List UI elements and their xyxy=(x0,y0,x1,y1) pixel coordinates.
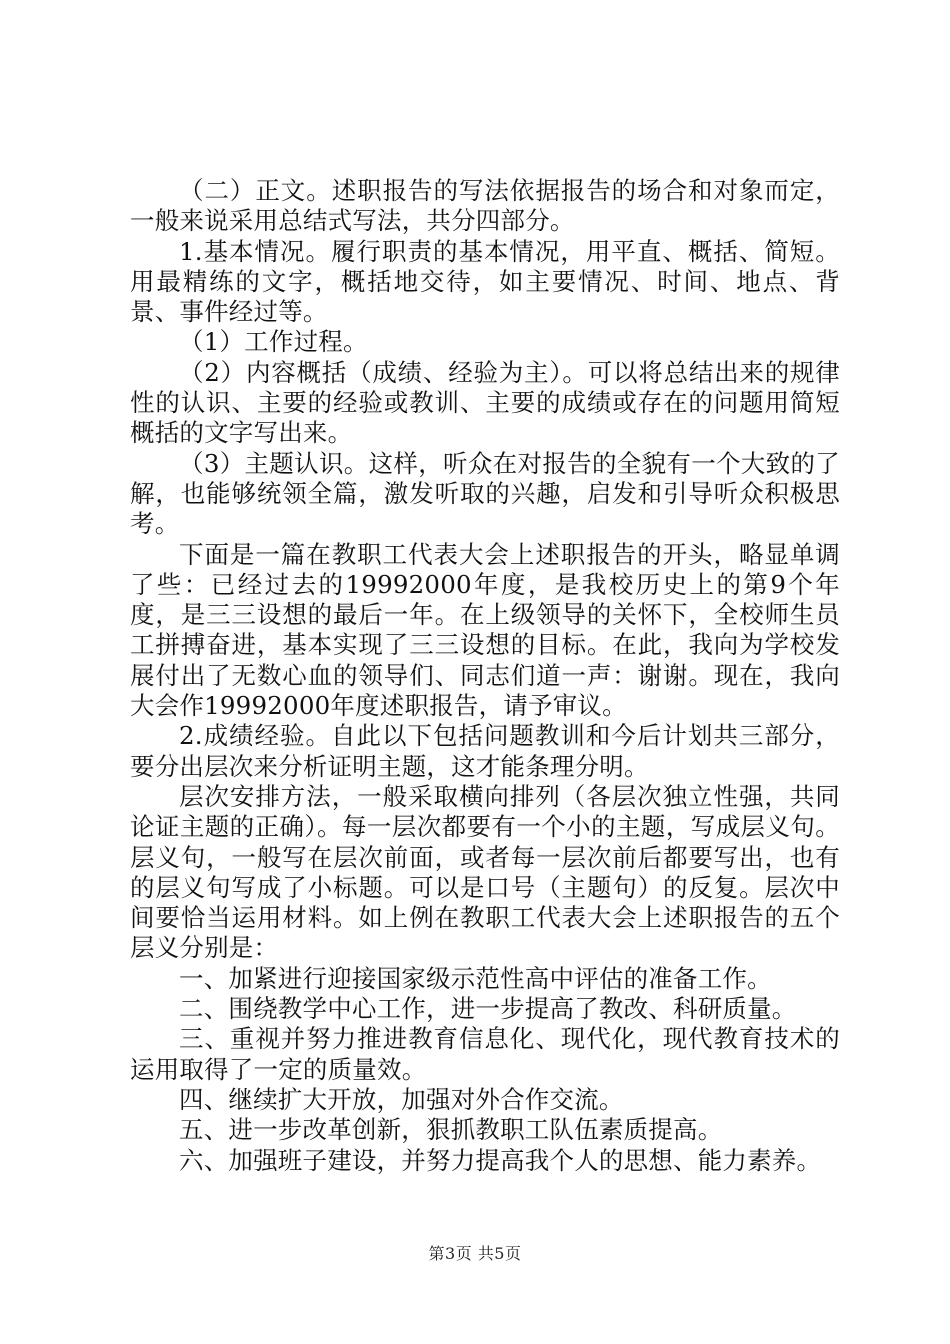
paragraph-content-summary: （2）内容概括（成绩、经验为主）。可以将总结出来的规律性的认识、主要的经验或教训、主要的成绩或存在的问题用简短概括的文字写出来。 xyxy=(130,357,840,448)
paragraph-body-intro: （二）正文。述职报告的写法依据报告的场合和对象而定，一般来说采用总结式写法，共分四部分。 xyxy=(130,176,840,236)
paragraph-achievements: 2.成绩经验。自此以下包括问题教训和今后计划共三部分，要分出层次来分析证明主题，这才能条理分明。 xyxy=(130,721,840,781)
list-item-2: 二、围绕教学中心工作，进一步提高了教改、科研质量。 xyxy=(179,994,797,1024)
list-item-5: 五、进一步改革创新，狠抓教职工队伍素质提高。 xyxy=(179,1115,723,1145)
page-number-footer: 第3页 共5页 xyxy=(428,1244,522,1263)
list-item-3: 三、重视并努力推进教育信息化、现代化，现代教育技术的运用取得了一定的质量效。 xyxy=(130,1024,840,1084)
paragraph-basic-situation: 1.基本情况。履行职责的基本情况，用平直、概括、简短。用最精练的文字，概括地交待，如主要情况、时间、地点、背景、事件经过等。 xyxy=(130,236,840,327)
paragraph-layer-arrangement: 层次安排方法，一般采取横向排列（各层次独立性强，共同论证主题的正确）。每一层次都要有一个小的主题，写成层义句。层义句，一般写在层次前面，或者每一层次前后都要写出，也有的层义句写成了小标题。可以是口号（主题句）的反复。层次中间要恰当运用材料。如上例在教职工代表大会上述职报告的五个层义分别是： xyxy=(130,781,840,963)
paragraph-example-opening: 下面是一篇在教职工代表大会上述职报告的开头，略显单调了些：已经过去的19992000年度，是我校历史上的第9个年度，是三三设想的最后一年。在上级领导的关怀下，全校师生员工拼搏奋进，基本实现了三三设想的目标。在此，我向为学校发展付出了无数心血的领导们、同志们道一声：谢谢。现在，我向大会作19992000年度述职报告，请予审议。 xyxy=(130,539,840,721)
list-item-1: 一、加紧进行迎接国家级示范性高中评估的准备工作。 xyxy=(179,963,772,993)
paragraph-work-process: （1）工作过程。 xyxy=(179,327,368,357)
document-body xyxy=(130,176,840,1176)
paragraph-theme-understanding: （3）主题认识。这样，听众在对报告的全貌有一个大致的了解，也能够统领全篇，激发听取的兴趣，启发和引导听众积极思考。 xyxy=(130,448,840,539)
list-item-4: 四、继续扩大开放，加强对外合作交流。 xyxy=(179,1084,624,1114)
list-item-6: 六、加强班子建设，并努力提高我个人的思想、能力素养。 xyxy=(179,1145,822,1175)
